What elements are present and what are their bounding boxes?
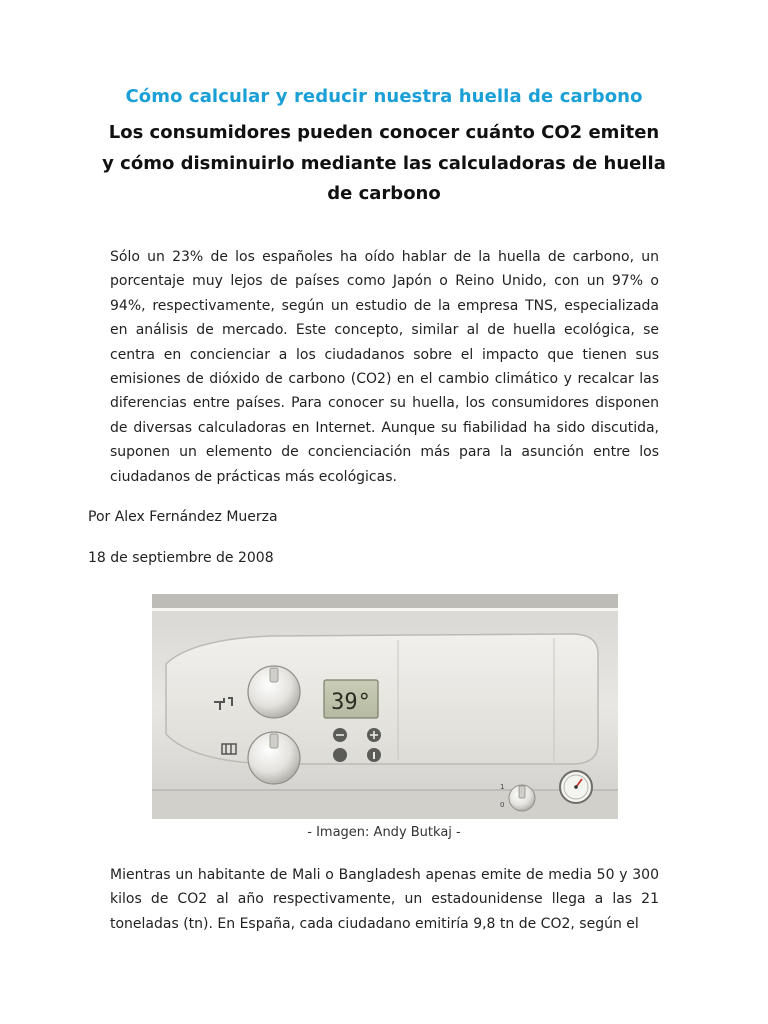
mode-button[interactable] — [333, 748, 347, 762]
byline: Por Alex Fernández Muerza — [88, 509, 278, 525]
pressure-gauge — [560, 771, 592, 803]
lcd-reading: 39° — [331, 690, 371, 715]
image-caption: - Imagen: Andy Butkaj - — [307, 825, 461, 840]
article-title: Cómo calcular y reducir nuestra huella de carbono — [125, 86, 643, 107]
body-paragraph: Mientras un habitante de Mali o Bangladesh apenas emite de media 50 y 300 kilos de CO2 al año respectivamente, un estadounidense llega a las 21 toneladas (tn). En España, cada ciudadano emitiría 9,8 tn de CO2, según el — [110, 867, 659, 932]
article-subtitle: Los consumidores pueden conocer cuánto CO2 emiten y cómo disminuirlo mediante las calculadoras de huella de carbono — [102, 122, 666, 204]
intro-paragraph: Sólo un 23% de los españoles ha oído hablar de la huella de carbono, un porcentaje muy lejos de países como Japón o Reino Unido, con un 97% o 94%, respectivamente, según un estudio de la empresa TNS, especializada en análisis de mercado. Este concepto, similar al de huella ecológica, se centra en concienciar a los ciudadanos sobre el impacto que tienen sus emisiones de dióxido de carbono (CO2) en el cambio climático y recalcar las diferencias entre países. Para conocer su huella, los consumidores disponen de diversas calculadoras en Internet. Aunque su fiabilidad ha sido discutida, suponen un elemento de concienciación más para la asunción entre los ciudadanos de prácticas más ecológicas. — [110, 249, 659, 485]
svg-text:0: 0 — [500, 801, 505, 809]
boiler-thermostat-photo — [152, 594, 618, 819]
publication-date: 18 de septiembre de 2008 — [88, 550, 274, 566]
svg-text:1: 1 — [500, 783, 505, 791]
